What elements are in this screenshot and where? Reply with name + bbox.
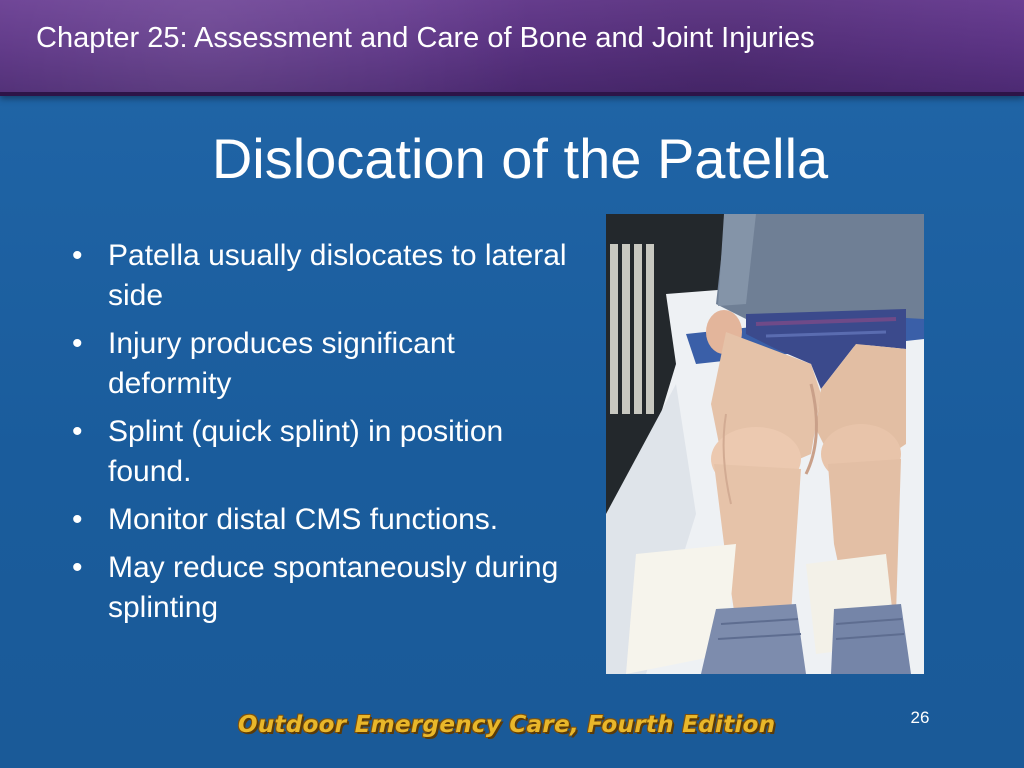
footer-book-logo <box>238 712 776 752</box>
bullet-marker: • <box>72 239 83 272</box>
footer-logo-text: Outdoor Emergency Care, Fourth Edition <box>238 712 776 738</box>
bullet-item <box>70 412 570 492</box>
bullet-marker: • <box>72 415 83 448</box>
bullet-marker: • <box>72 503 83 536</box>
chapter-header-bar <box>0 0 1024 96</box>
patient-knee-illustration <box>606 214 924 674</box>
patient-knee-photo <box>606 214 924 674</box>
bullet-text: Patella usually dislocates to lateral side <box>108 239 567 312</box>
bullet-item <box>70 236 570 316</box>
bullet-item <box>70 500 570 540</box>
bullet-text: Splint (quick splint) in position found. <box>108 415 504 488</box>
bullet-text: Injury produces significant deformity <box>108 327 455 400</box>
bullet-marker: • <box>72 327 83 360</box>
slide-title: Dislocation of the Patella <box>211 127 829 190</box>
bullet-item <box>70 324 570 404</box>
bullet-text: May reduce spontaneously during splinting <box>108 551 559 624</box>
bullet-item <box>70 548 570 628</box>
bullet-text: Monitor distal CMS functions. <box>108 503 499 536</box>
page-number: 26 <box>910 708 930 727</box>
bullet-marker: • <box>72 551 83 584</box>
bullet-list <box>70 236 570 636</box>
chapter-title: Chapter 25: Assessment and Care of Bone and Joint Injuries <box>36 22 815 54</box>
